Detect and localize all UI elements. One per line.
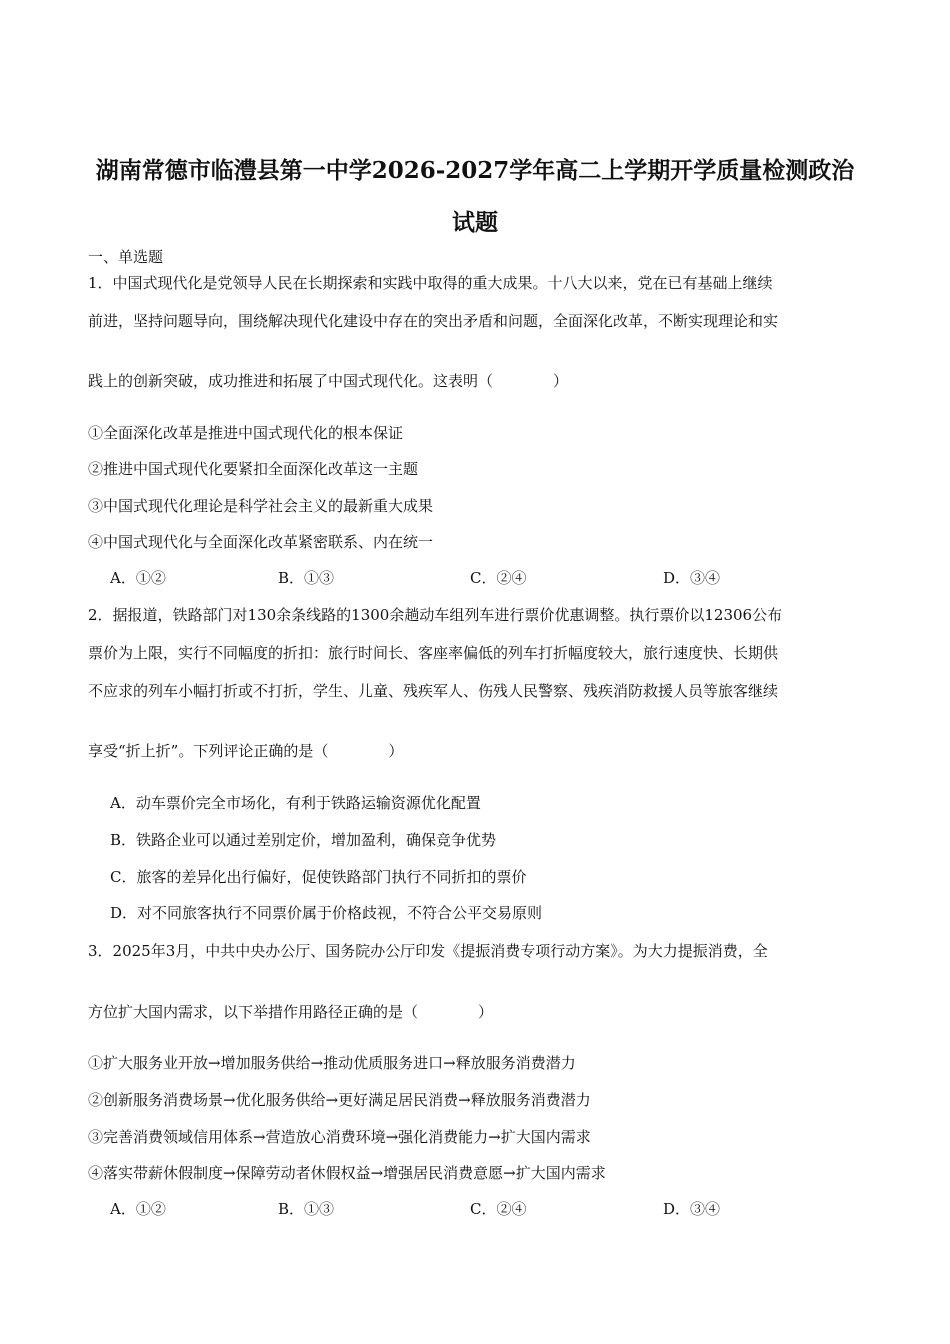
question-text-line: 享受“折上折”。下列评论正确的是（ ）: [88, 742, 404, 760]
answer-option-c[interactable]: C．②④: [470, 1200, 527, 1218]
statement-item: ①全面深化改革是推进中国式现代化的根本保证: [88, 424, 404, 442]
question-text-line: 方位扩大国内需求，以下举措作用路径正确的是（ ）: [88, 1003, 494, 1021]
answer-option-d[interactable]: D．③④: [663, 569, 721, 587]
answer-option-b[interactable]: B．①③: [278, 1200, 335, 1218]
question-text-line: 1．中国式现代化是党领导人民在长期探索和实践中取得的重大成果。十八大以来，党在已有基础上继续: [88, 274, 773, 292]
question-text-line: 不应求的列车小幅打折或不打折，学生、儿童、残疾军人、伤残人民警察、残疾消防救援人员等旅客继续: [88, 682, 779, 700]
answer-option-a[interactable]: A．①②: [110, 569, 166, 587]
statement-item: ①扩大服务业开放→增加服务供给→推动优质服务进口→释放服务消费潜力: [88, 1054, 576, 1072]
document-title-line1: 湖南常德市临澧县第一中学2026-2027学年高二上学期开学质量检测政治: [95, 157, 855, 184]
question-text-line: 前进，坚持问题导向，围绕解决现代化建设中存在的突出矛盾和问题，全面深化改革，不断实现理论和实: [88, 312, 779, 330]
statement-item: ④中国式现代化与全面深化改革紧密联系、内在统一: [88, 533, 434, 551]
answer-option-a[interactable]: A．①②: [110, 1200, 166, 1218]
statement-item: ③完善消费领域信用体系→营造放心消费环境→强化消费能力→扩大国内需求: [88, 1128, 591, 1146]
statement-item: ②推进中国式现代化要紧扣全面深化改革这一主题: [88, 460, 419, 478]
answer-option-d[interactable]: D．对不同旅客执行不同票价属于价格歧视，不符合公平交易原则: [110, 904, 543, 922]
answer-option-d[interactable]: D．③④: [663, 1200, 721, 1218]
answer-option-a[interactable]: A．动车票价完全市场化，有利于铁路运输资源优化配置: [110, 794, 481, 812]
statement-item: ②创新服务消费场景→优化服务供给→更好满足居民消费→释放服务消费潜力: [88, 1091, 591, 1109]
answer-option-b[interactable]: B．铁路企业可以通过差别定价，增加盈利，确保竞争优势: [110, 831, 497, 849]
question-text-line: 践上的创新突破，成功推进和拓展了中国式现代化。这表明（ ）: [88, 372, 569, 390]
section-heading: 一、单选题: [88, 248, 164, 266]
question-text-line: 3．2025年3月，中共中央办公厅、国务院办公厅印发《提振消费专项行动方案》。为大力提振消费，全: [88, 942, 768, 960]
question-text-line: 票价为上限，实行不同幅度的折扣：旅行时间长、客座率偏低的列车打折幅度较大，旅行速度快、长期供: [88, 644, 779, 662]
answer-option-c[interactable]: C．旅客的差异化出行偏好，促使铁路部门执行不同折扣的票价: [110, 868, 527, 886]
document-title-line2: 试题: [452, 209, 498, 236]
question-text-line: 2．据报道，铁路部门对130余条线路的1300余趟动车组列车进行票价优惠调整。执行票价以12306公布: [88, 606, 783, 624]
statement-item: ③中国式现代化理论是科学社会主义的最新重大成果: [88, 497, 434, 515]
answer-option-c[interactable]: C．②④: [470, 569, 527, 587]
answer-option-b[interactable]: B．①③: [278, 569, 335, 587]
statement-item: ④落实带薪休假制度→保障劳动者休假权益→增强居民消费意愿→扩大国内需求: [88, 1164, 606, 1182]
